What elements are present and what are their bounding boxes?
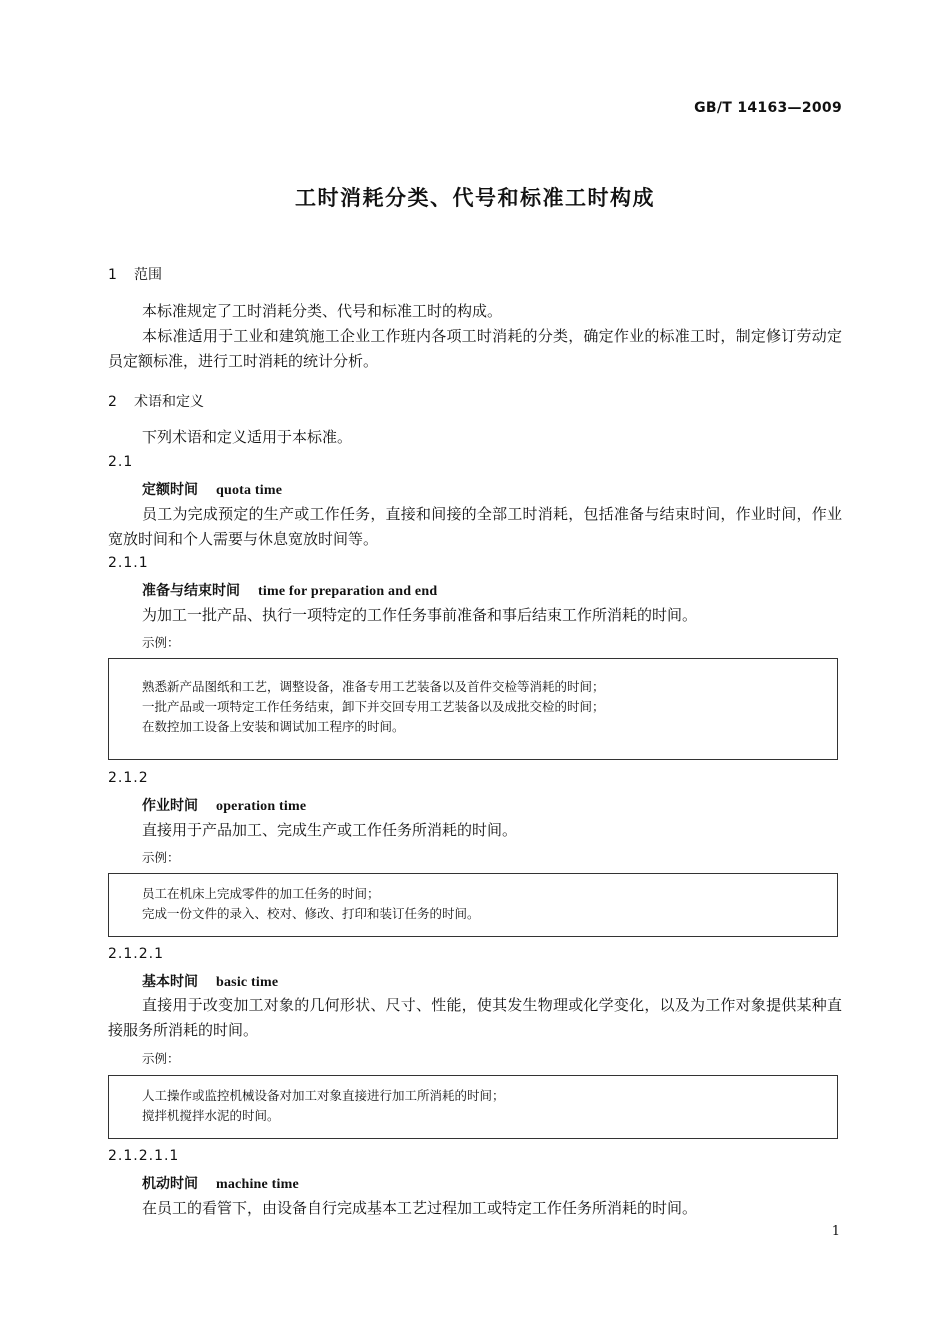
term-en: operation time: [216, 799, 307, 814]
clause-2-1-2-1-1-number: 2.1.2.1.1: [108, 1148, 180, 1164]
example-label: 示例：: [142, 635, 180, 650]
term-basic-time: [142, 971, 278, 991]
example-box-operation-time: [108, 873, 838, 937]
example-item: 人工操作或监控机械设备对加工对象直接进行加工所消耗的时间；: [142, 1088, 505, 1103]
example-item: 员工在机床上完成零件的加工任务的时间；: [142, 886, 380, 901]
section-1-heading: [108, 264, 162, 284]
term-en: quota time: [216, 483, 283, 498]
page-number: 1: [831, 1224, 840, 1239]
term-en: basic time: [216, 975, 279, 990]
example-box-basic-time: [108, 1075, 838, 1139]
term-en: time for preparation and end: [258, 584, 438, 599]
term-machine-time: [142, 1173, 299, 1193]
example-box-preparation-end: [108, 658, 838, 760]
definition-preparation-end: 为加工一批产品、执行一项特定的工作任务事前准备和事后结束工作所消耗的时间。: [142, 606, 698, 624]
term-operation-time: [142, 795, 306, 815]
definition-basic-time: 直接用于改变加工对象的几何形状、尺寸、性能，使其发生物理或化学变化，以及为工作对象提供某种直接服务所消耗的时间。: [108, 996, 842, 1039]
term-zh: 基本时间: [142, 974, 198, 990]
definition-machine-time: 在员工的看管下，由设备自行完成基本工艺过程加工或特定工作任务所消耗的时间。: [142, 1199, 698, 1217]
term-zh: 作业时间: [142, 798, 198, 814]
section-1-paragraph-2: 本标准适用于工业和建筑施工企业工作班内各项工时消耗的分类，确定作业的标准工时，制定修订劳动定员定额标准，进行工时消耗的统计分析。: [108, 327, 842, 370]
example-item: 搅拌机搅拌水泥的时间。: [142, 1108, 280, 1123]
clause-2-1-1-number: 2.1.1: [108, 555, 149, 571]
definition-quota-time: 员工为完成预定的生产或工作任务，直接和间接的全部工时消耗，包括准备与结束时间，作业时间，作业宽放时间和个人需要与休息宽放时间等。: [108, 505, 842, 548]
document-title: 工时消耗分类、代号和标准工时构成: [295, 186, 655, 210]
term-zh: 定额时间: [142, 482, 198, 498]
term-zh: 准备与结束时间: [142, 583, 240, 599]
clause-2-1-2-1-number: 2.1.2.1: [108, 946, 164, 962]
example-label: 示例：: [142, 850, 180, 865]
term-quota-time: [142, 479, 282, 499]
term-zh: 机动时间: [142, 1176, 198, 1192]
section-1-paragraph-1: 本标准规定了工时消耗分类、代号和标准工时的构成。: [142, 302, 503, 320]
section-1-number: 1: [108, 267, 117, 283]
example-item: 完成一份文件的录入、校对、修改、打印和装订任务的时间。: [142, 906, 480, 921]
example-item: 熟悉新产品图纸和工艺，调整设备，准备专用工艺装备以及首件交检等消耗的时间；: [142, 679, 605, 694]
term-en: machine time: [216, 1177, 299, 1192]
section-2-heading: [108, 391, 204, 411]
section-2-intro: 下列术语和定义适用于本标准。: [142, 428, 353, 446]
clause-2-1-2-number: 2.1.2: [108, 770, 149, 786]
section-2-number: 2: [108, 394, 117, 410]
example-label: 示例：: [142, 1051, 180, 1066]
clause-2-1-number: 2.1: [108, 454, 134, 470]
example-item: 一批产品或一项特定工作任务结束，卸下并交回专用工艺装备以及成批交检的时间；: [142, 699, 605, 714]
section-2-title: 术语和定义: [134, 394, 204, 410]
term-preparation-end: [142, 580, 437, 600]
example-item: 在数控加工设备上安装和调试加工程序的时间。: [142, 719, 405, 734]
standard-code: GB/T 14163—2009: [694, 100, 842, 116]
definition-operation-time: 直接用于产品加工、完成生产或工作任务所消耗的时间。: [142, 821, 518, 839]
section-1-title: 范围: [134, 267, 162, 283]
